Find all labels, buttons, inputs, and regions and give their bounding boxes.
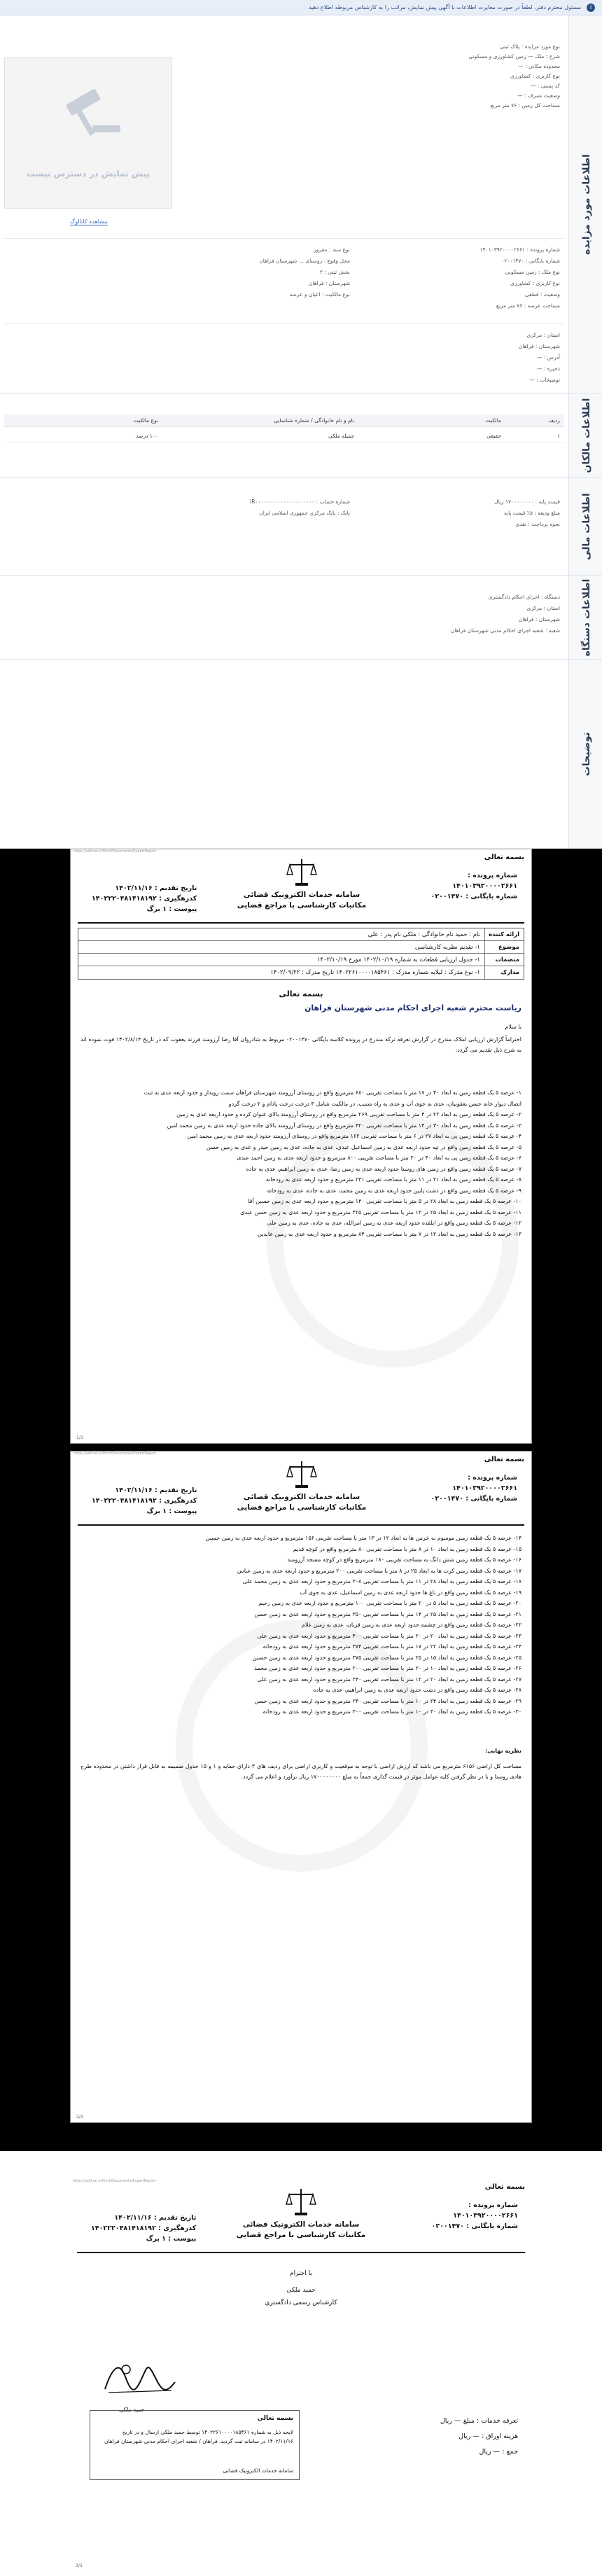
closing-block [231,2270,371,2306]
divider [4,238,564,239]
parcel-line: ۳۰- عرصه ۵ یک قطعه زمین به ابعاد ۳۰ در ۱۰ متر با مساحت تقریبی ۳۰۰ مترمربع و حدود اربعه عدی به رودخانه [262,1708,522,1715]
attachment-label: پیوست : ۱ برگ [146,1508,197,1515]
parcel-line: ۱۰- عرصه ۵ یک قطعه زمین به ابعاد ۲۸ در ۵ متر با مساحت تقریبی ۱۴۰ مترمربع و حدود اربعه عدی به زمین حسین آقا [248,1198,522,1204]
parcel-line: ۷- عرصه ۵ یک قطعه زمین واقع در زمین های روستا حدود اربعه عدی به زمین رضا، عدی به زمین ابراهیم، عدی به جاده [246,1165,522,1172]
parcel-list-2 [80,1533,522,1718]
owners-th: مالکیت [485,417,501,424]
info-icon: i [587,4,595,12]
print-url: https://adliran.ir/Print/Documents/ExpertReport [73,2179,156,2183]
closing-respect: با احترام [290,2270,312,2277]
owners-th: نام و نام خانوادگی / شماره شناسایی [274,417,354,424]
field-row: قیمت پایه : ۱۷۰۰۰۰۰۰۰۰ ریال [494,499,560,505]
case-no: ۱۴۰۱۰۳۹۲۰۰۰۰۲۶۶۱ [452,882,517,890]
owners-table [4,415,564,457]
field-row: دستگاه : اجرای احکام دادگستری [488,594,560,600]
parcel-line: ۱۷- عرصه ۵ یک قطعه زمین کرت ها به ابعاد ۲۵ در ۸ متر با مساحت تقریبی ۲۰۰ مترمربع و حدود اربعه عدی به زمین عباس [237,1567,522,1574]
case-no: ۱۴۰۱۰۳۹۲۰۰۰۰۲۶۶۱ [453,2212,518,2220]
section-title-descriptions: توضیحات [581,732,592,777]
case-number-block [432,2200,518,2232]
date-label: تاریخ تقدیم : ۱۴۰۲/۱۱/۱۶ [115,1487,197,1494]
parcel-line: ۲۱- عرصه ۵ یک قطعه زمین به ابعاد ۲۵ در ۱۴ متر با مساحت تقریبی ۳۵۰ مترمربع و حدود اربعه عدی به زمین حسن [254,1610,522,1617]
bismillah: بسمه تعالی [484,1456,524,1463]
meta-row [78,928,524,941]
field-row: محدوده مکانی : — [518,63,560,69]
owners-th: نوع مالکیت [133,417,158,424]
field-row: شماره حساب : IR۰۰۰۰۰۰۰۰۰۰۰۰۰۰۰۰۰۰۰۰۰ [250,499,350,505]
field-row: مساحت عرصه : ۷۶ متر مربع [496,302,560,309]
section-title-owners: اطلاعات مالکان [581,398,592,473]
case-no-label: شماره پرونده : [468,2201,518,2209]
section-device [0,576,602,660]
field-row: محل وقوع : روستای ... شهرستان فراهان [259,258,350,264]
header-rule [78,1524,524,1526]
fee-label: تعرفه خدمات : مبلغ [463,2417,518,2425]
field-row: وضعیت تصرف : — [517,92,560,99]
meta-key: مدارک [484,966,524,979]
field-row: استان : مرکزی [526,605,560,611]
page-number: 1/3 [76,1435,83,1440]
owners-td: ۱۰۰ درصد [136,433,158,439]
greeting: با سلام [505,1024,522,1030]
print-url: https://adliran.ir/Print/Documents/ExpertReport [74,849,157,854]
page-number: 3/3 [76,2563,83,2568]
attachment-label: پیوست : ۱ برگ [146,2235,197,2243]
field-row: نوع سند : مفروز [314,246,350,253]
bismillah: بسمه تعالی [484,854,524,861]
receipt-text: لایحه ذیل به شماره ۱۴۰۲۲۶۱۰۰۰۰۱۸۵۴۶۱ توسط حمید ملکی ارسال و در تاریخ ۱۴۰۲/۱۱/۱۶ در سامانه ثبت گردید. فراهان / شعبه اجرای احکام مدنی شهرستان فراهان [104,2429,293,2444]
parcel-line: ۱۳- عرصه ۵ یک قطعه زمین به ابعاد ۱۲ در ۷ متر با مساحت تقریبی ۸۴ مترمربع و حدود اربعه عدی به زمین عابدین [258,1230,522,1237]
date-label: تاریخ تقدیم : ۱۴۰۲/۱۱/۱۶ [115,884,197,892]
system-line1: سامانه خدمات الکترونیک قضائی [242,2220,360,2229]
document-page-3 [70,2179,532,2571]
field-row: نوع ملک : زمین مسکونی [505,269,560,275]
field-row: نحوه پرداخت : نقدی [515,521,560,527]
field-row: وضعیت : قطعی [524,291,560,298]
owners-row [4,430,564,443]
judiciary-emblem-icon [284,1458,319,1491]
parcel-line: ۲۸- عرصه ۵ یک قطعه زمین واقع در دشت حدود اربعه عدی به زمین ابراهیم، عدی به جاده [313,1687,522,1693]
case-no-label: شماره پرونده : [468,872,517,879]
parcel-line: ۲۰- عرصه ۵ یک قطعه زمین به ابعاد ۵ در ۲۰ متر با مساحت تقریبی ۱۰۰ مترمربع و حدود اربعه عدی به زمین رحیم [258,1600,522,1606]
system-line1: سامانه خدمات الکترونیک قضائی [243,1493,360,1501]
header-rule [78,922,524,924]
system-line2: مکاتبات کارشناسی با مراجع قضایی [236,2231,366,2239]
system-title [211,1492,393,1513]
attachment-label: پیوست : ۱ برگ [146,905,197,913]
field-row: نوع کاربری : کشاورزی [510,280,560,286]
parcel-line: ۱۵- عرصه ۵ یک قطعه زمین به ابعاد ۱۰ در ۸ متر با مساحت تقریبی ۸۰ مترمربع واقع در کوچه قدیم [293,1545,522,1552]
parcel-line: ۳- عرصه ۵ یک قطعه زمین به ابعاد ۳۰ در ۱۴ متر با مساحت تقریبی ۴۲۰ مترمربع واقع در روستای آرزومند بالای جاده حدود اربعه عدی به زمین محمد امین [167,1122,522,1129]
closing-name: حمید ملکی [286,2287,316,2294]
section-title-financial: اطلاعات مالی [581,492,592,560]
system-title [210,2220,392,2241]
date-label: تاریخ تقدیم : ۱۴۰۲/۱۱/۱۶ [114,2214,197,2222]
field-row: بخش ثبتی : ۲ [319,269,350,275]
meta-row [78,966,524,979]
meta-key: ارائه کننده [484,928,524,941]
meta-row [78,941,524,954]
system-line2: مکاتبات کارشناسی با مراجع قضایی [237,901,367,910]
document-page-2 [70,1451,532,2123]
section-financial [0,478,602,576]
signature-icon [98,2354,182,2403]
section-descriptions [0,660,602,849]
field-row: نوع مورد مزایده : پلاک ثبتی [499,43,560,50]
system-title [211,890,393,911]
owners-header [4,415,564,427]
photo-caption: پیش نمایش در دسترس نیست [27,169,150,179]
tracking-label: کدرهگیری : ۱۴۰۲۲۲۰۴۸۱۴۱۸۱۹۲ [91,2225,197,2232]
field-row: شهرستان : فراهان [308,280,350,286]
field-row: شماره پرونده : ۱۴۰۱۰۳۹۲۰۰۰۰۲۶۶۱ [479,246,560,253]
date-block [92,1485,197,1517]
item-photo [4,57,172,209]
section-title-auction: اطلاعات مورد مزایده [581,153,592,255]
field-row: نوع کاربری : کشاورزی [510,73,560,79]
case-number-block [431,870,517,902]
field-row: ذخیره : — [536,365,560,372]
parcel-line: ۲۲- عرصه ۵ یک قطعه زمین واقع در چشمه حدود اربعه عدی به زمین قربان، عدی به زمین غلام [301,1622,522,1628]
signature-name: حمید ملکی [119,2407,145,2413]
gavel-icon [54,82,124,145]
field-row: نوع مالکیت : اعیان و عرصه [289,291,350,298]
case-no: ۱۴۰۱۰۳۹۲۰۰۰۰۲۶۶۱ [452,1484,517,1492]
parcel-line: ۱۸- عرصه ۵ یک قطعه زمین به ابعاد ۲۸ در ۱۱ متر با مساحت تقریبی ۳۰۸ مترمربع و حدود اربعه عدی به زمین محمد علی [242,1578,522,1585]
parcel-line: ۲۹- عرصه ۵ یک قطعه زمین به ابعاد ۲۴ در ۱۰ متر با مساحت تقریبی ۲۴۰ مترمربع و حدود اربعه عدی به زمین حسن [254,1697,522,1704]
document-page-1 [70,849,532,1444]
final-title: نظریه نهایی: [485,1748,522,1754]
owners-td: ۱ [556,433,560,439]
section-title-device: اطلاعات دستگاه [581,578,592,656]
parcel-line: ۴- عرصه ۵ یک قطعه زمین پی به ابعاد ۲۷ در ۶ متر با مساحت تقریبی ۱۶۲ مترمربع واقع در روستای آرزومند حدود اربعه عدی به زمین محمد امین [187,1133,522,1139]
field-row: مساحت کل زمین : ۷۶ متر مربع [490,102,560,109]
extra-fee-label: هزینه اوراق : [482,2432,518,2440]
field-row: توضیحات : — [529,377,560,383]
meta-value: ۱- نوع مدرک : لیلایه شماره مدرک : ۱۴۰۲۲۶۱۰۰۰۰۱۸۵۴۶۱ تاریخ مدرک : ۱۴۰۲/۰۹/۲۲ [270,969,480,976]
bismillah: بسمه تعالی [484,2183,525,2191]
divider [4,323,564,324]
field-row: بانک : بانک مرکزی جمهوری اسلامی ایران [259,510,350,516]
field-row: شهرستان : فراهان [518,343,560,349]
parcel-line: ۲۷- عرصه ۵ یک قطعه زمین به ابعاد ۲۰ در ۱۲ متر با مساحت تقریبی ۲۴۰ مترمربع و حدود اربعه عدی به زمین علی [257,1676,522,1683]
extra-fee-value: — ریال [458,2432,479,2440]
meta-row [78,954,524,966]
judiciary-emblem-icon [284,856,319,889]
case-number-block [431,1473,517,1504]
extra-fee-line [458,2432,518,2440]
header-rule [77,2252,525,2253]
total-line [479,2448,518,2456]
field-row: شماره بایگانی : ۰۲۰۰۱۴۷۰ [501,258,560,264]
addressee: ریاست محترم شعبه اجرای احکام مدنی شهرستان فراهان [304,1003,522,1012]
archive-no: شماره بایگانی : ۰۲۰۰۱۴۷۰ [431,2222,518,2230]
parcel-line: ۱۱- عرصه ۵ یک قطعه زمین به ابعاد ۲۵ در ۱۳ متر با مساحت تقریبی ۳۲۵ مترمربع و حدود اربعه عدی به زمین حسن عبدی [240,1209,522,1216]
parcel-line: ۲۴- عرصه ۵ یک قطعه زمین به ابعاد ۲۲ در ۱۷ متر با مساحت تقریبی ۳۷۴ مترمربع و حدود اربعه عدی به رودخانه [262,1643,522,1650]
total-label: جمع : [502,2448,518,2456]
section-owners [0,394,602,478]
judiciary-emblem-icon [284,2186,318,2218]
date-block [91,2213,196,2244]
intro-paragraph: احتراماً گزارش ارزیابی املاک مندرج در گزارش تعرفه ترکه مندرج در پرونده کلاسه بایگانی ۰۲۰۰۱۴۷۰ مربوط به شادروان آقا رضا آرزومند فرزند یعقوب که در تاریخ ۱۴۰۲/۸/۱۴ فوت نموده اند به شرح ذیل تقدیم می گردد: [80,1036,522,1053]
field-row: مبلغ ودیعه : ۵٪ قیمت پایه [504,510,560,516]
parcel-line: ۱۶- عرصه ۵ یک قطعه زمین شش دانگ به مساحت تقریبی ۱۸۰ مترمربع واقع در کوچه مسجد آرزومند [287,1557,522,1563]
parcel-line: اتصال دیوار خانه حسن یعقوبیان، عدی به جوی آب و عدی به راه شنیب، در مالکیت شامل ۳ درخت درخت پادام و ۲ درخت گردو [228,1100,522,1107]
parcel-line: ۲۶- عرصه ۵ یک قطعه زمین به ابعاد ۱۰ در ۲۰ متر با مساحت تقریبی ۲۰۰ مترمربع و حدود اربعه عدی به زمین محمد [254,1665,522,1671]
section-auction-subject [0,15,602,394]
total-value: — ریال [479,2448,500,2456]
submission-receipt [90,2410,300,2480]
parcel-line: ۲۳- عرصه ۵ یک قطعه زمین به ابعاد ۲۰ در ۲۰ متر با مساحت تقریبی ۴۰۰ مترمربع و حدود اربعه عدی به زمین علی [257,1632,522,1639]
parcel-line: ۱۲- عرصه ۵ یک قطعه زمین واقع در ایلقده حدود اربعه عدی به زمین امرالله، عدی به جاده، عدی به زمین علی [267,1220,522,1226]
owners-td: جمیله ملکی [328,433,354,439]
owners-td: حقیقی [486,433,501,439]
receipt-title: بسمه تعالی [257,2415,293,2422]
notice-text: مسئول محترم دفتر، لطفاً در صورت مغایرت اطلاعات با آگهی پیش نمایش، مراتب را به کارشناس مربوطه اطلاع دهید [308,4,581,11]
meta-key: منضمات [484,954,524,966]
parcel-list-1 [80,1087,522,1239]
date-block [92,883,197,914]
final-paragraph: مساحت کل اراضی ۶۱۵۶ مترمربع می باشد که ارزش اراضی با توجه به موقعیت و کاربری اراضی برای ردیف های ۳ دارای حقابه و ۱ و ۱۵ جدول ضمیمه به قابل قرار داشتن در محدوده طرح هادی روستا و با در نظر گرفتن کلیه عوامل موثر در قیمت گذاری جمعاً به مبلغ ۱۷۰۰۰۰۰۰۰۰ ریال برآورد و اعلام می گردد. [80,1763,522,1780]
field-row: شعبه : شعبه اجرای احکام مدنی شهرستان فراهان [450,627,560,634]
parcel-line: ۲۵- عرصه ۵ یک قطعه زمین به ابعاد ۱۵ در ۲۵ متر با مساحت تقریبی ۳۷۵ مترمربع و حدود اربعه عدی به زمین حسین [252,1654,522,1661]
meta-value: ۱- جدول ارزیابی قطعات به شماره ۱۴۰۲/۱۰/۱۹ مورخ ۱۴۰۲/۱۰/۱۹ [316,956,480,963]
meta-key: موضوع [484,941,524,954]
fee-value: — ریال [440,2417,461,2425]
system-line1: سامانه خدمات الکترونیک قضائی [243,891,360,899]
catalog-link[interactable]: مشاهده کاتالوگ [70,218,108,225]
meta-table [78,928,524,980]
case-no-label: شماره پرونده : [468,1474,517,1482]
field-row: شهرستان : فراهان [518,616,560,622]
receipt-sign: سامانه خدمات الکترونیک قضائی [223,2467,293,2474]
archive-no: شماره بایگانی : ۰۲۰۰۱۴۷۰ [430,893,517,900]
closing-role: کارشناس رسمی دادگستری [265,2299,337,2306]
field-row: آدرس : — [537,354,560,361]
archive-no: شماره بایگانی : ۰۲۰۰۱۴۷۰ [430,1495,517,1503]
owners-th: ردیف [548,417,560,424]
system-line2: مکاتبات کارشناسی با مراجع قضایی [237,1503,367,1512]
parcel-line: ۱۹- عرصه ۵ یک قطعه زمین واقع در باغ ها حدود اربعه عدی به زمین اسماعیل، عدی به جوی آب [300,1589,522,1596]
meta-value: نام : حمید نام خانوادگی : ملکی نام پدر : علی [368,931,480,938]
field-row: کد پستی : — [531,83,560,89]
parcel-line: ۸- عرصه ۵ یک قطعه زمین به ابعاد ۲۱ در ۱۱ متر با مساحت تقریبی ۲۳۱ مترمربع و حدود اربعه عدی به رودخانه [265,1176,522,1183]
page-number: 2/3 [76,2115,83,2119]
letter-title: بسمه تعالی [279,989,323,998]
tracking-label: کدرهگیری : ۱۴۰۲۲۲۰۴۸۱۴۱۸۱۹۲ [92,1497,197,1505]
meta-value: ۱- تقدیم نظریه کارشناسی [414,944,480,951]
tracking-label: کدرهگیری : ۱۴۰۲۲۲۰۴۸۱۴۱۸۱۹۲ [92,895,197,903]
parcel-line: ۲- عرصه ۵ یک قطعه زمین به ابعاد ۲۲ در ۴ متر با مساحت تقریبی ۲۶۹ مترمربع واقع در روستای آرزومند بالای عنوان کرده و حدود اربعه عدی به زمین [176,1111,522,1118]
notice-banner [0,0,602,15]
field-row: استان : مرکزی [526,332,560,338]
print-url: https://adliran.ir/Print/Documents/ExpertReport [74,1451,157,1456]
parcel-line: ۵- عرصه ۵ یک قطعه زمین واقع در تپه حدود اربعه عدی به زمین اسماعیل عبدی، عدی به جاده، عدی به زمین حیدر و عدی به زمین حسن [206,1143,522,1150]
parcel-line: ۱- عرصه ۵ یک قطعه زمین به ابعاد ۴۰ در ۱۷ متر با مساحت تقریبی ۶۸۰ مترمربع واقع در روستای آرزومند شهرستان فراهان سمت روبدار و حدود اربعه عدی به ثبت [144,1089,522,1096]
parcel-line: ۱۴- عرصه ۵ یک قطعه زمین موسوم به خرمن ها به ابعاد ۱۲ در ۱۳ متر با مساحت تقریبی ۱۵۶ مترمربع و حدود اربعه عدی به زمین حسین [205,1535,522,1541]
parcel-line: ۶- عرصه ۵ یک قطعه زمین پی به ابعاد ۴۰ در ۲۰ متر با مساحت تقریبی ۸۰۰ مترمربع و حدود اربعه عدی به زمین احمد عبدی [237,1155,522,1161]
fee-line [440,2417,518,2425]
parcel-line: ۹- عرصه ۵ یک قطعه زمین واقع در دشت پایین حدود اربعه عدی به زمین محمد، عدی به جاده، عدی به رودخانه [267,1187,522,1194]
field-row: شرح : ملک — زمین کشاورزی و مسکونی [468,53,560,60]
